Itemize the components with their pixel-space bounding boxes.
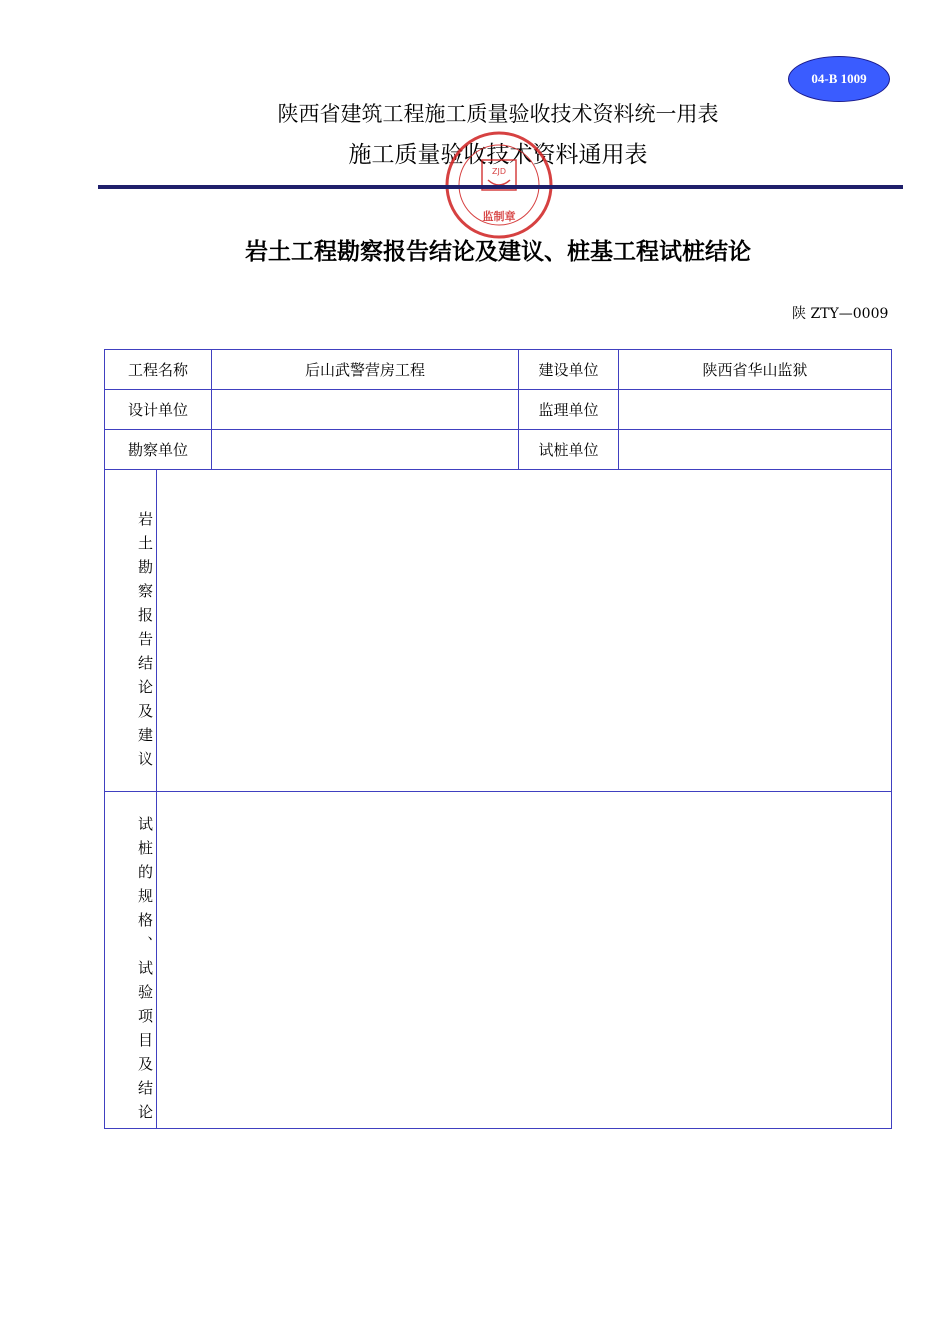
test-pile-conclusion-label bbox=[105, 792, 157, 1129]
header-subtitle: 施工质量验收技术资料通用表 bbox=[348, 142, 648, 168]
document-code: 陕 ZTY—0009 bbox=[792, 306, 889, 322]
seal-code: ZJD bbox=[492, 167, 506, 176]
supervision-unit-field[interactable] bbox=[619, 390, 892, 430]
form-title: 岩土工程勘察报告结论及建议、桩基工程试桩结论 bbox=[245, 239, 751, 265]
seal-label: 监制章 bbox=[482, 210, 516, 223]
table-row bbox=[105, 390, 892, 430]
table-row bbox=[105, 792, 892, 1129]
project-name-label: 工程名称 bbox=[105, 350, 212, 390]
test-pile-conclusion-field[interactable] bbox=[157, 792, 892, 1129]
header-title: 陕西省建筑工程施工质量验收技术资料统一用表 bbox=[277, 102, 719, 126]
form-number-badge: 04-B 1009 bbox=[788, 56, 890, 102]
table-row bbox=[105, 430, 892, 470]
supervision-unit-label: 监理单位 bbox=[519, 390, 619, 430]
test-pile-unit-label: 试桩单位 bbox=[519, 430, 619, 470]
builder-field[interactable]: 陕西省华山监狱 bbox=[619, 350, 892, 390]
project-name-field[interactable]: 后山武警营房工程 bbox=[212, 350, 519, 390]
survey-conclusion-label bbox=[105, 470, 157, 792]
table-row bbox=[105, 350, 892, 390]
survey-unit-field[interactable] bbox=[212, 430, 519, 470]
design-unit-field[interactable] bbox=[212, 390, 519, 430]
inspection-form-table bbox=[104, 349, 892, 1129]
test-pile-unit-field[interactable] bbox=[619, 430, 892, 470]
header-divider bbox=[98, 185, 903, 189]
survey-conclusion-text: 岩土勘察报告结论及建议 bbox=[136, 510, 154, 775]
survey-conclusion-field[interactable] bbox=[157, 470, 892, 792]
design-unit-label: 设计单位 bbox=[105, 390, 212, 430]
test-pile-conclusion-text: 试桩的规格、试验项目及结论 bbox=[136, 816, 154, 1128]
survey-unit-label: 勘察单位 bbox=[105, 430, 212, 470]
table-row bbox=[105, 470, 892, 792]
builder-label: 建设单位 bbox=[519, 350, 619, 390]
